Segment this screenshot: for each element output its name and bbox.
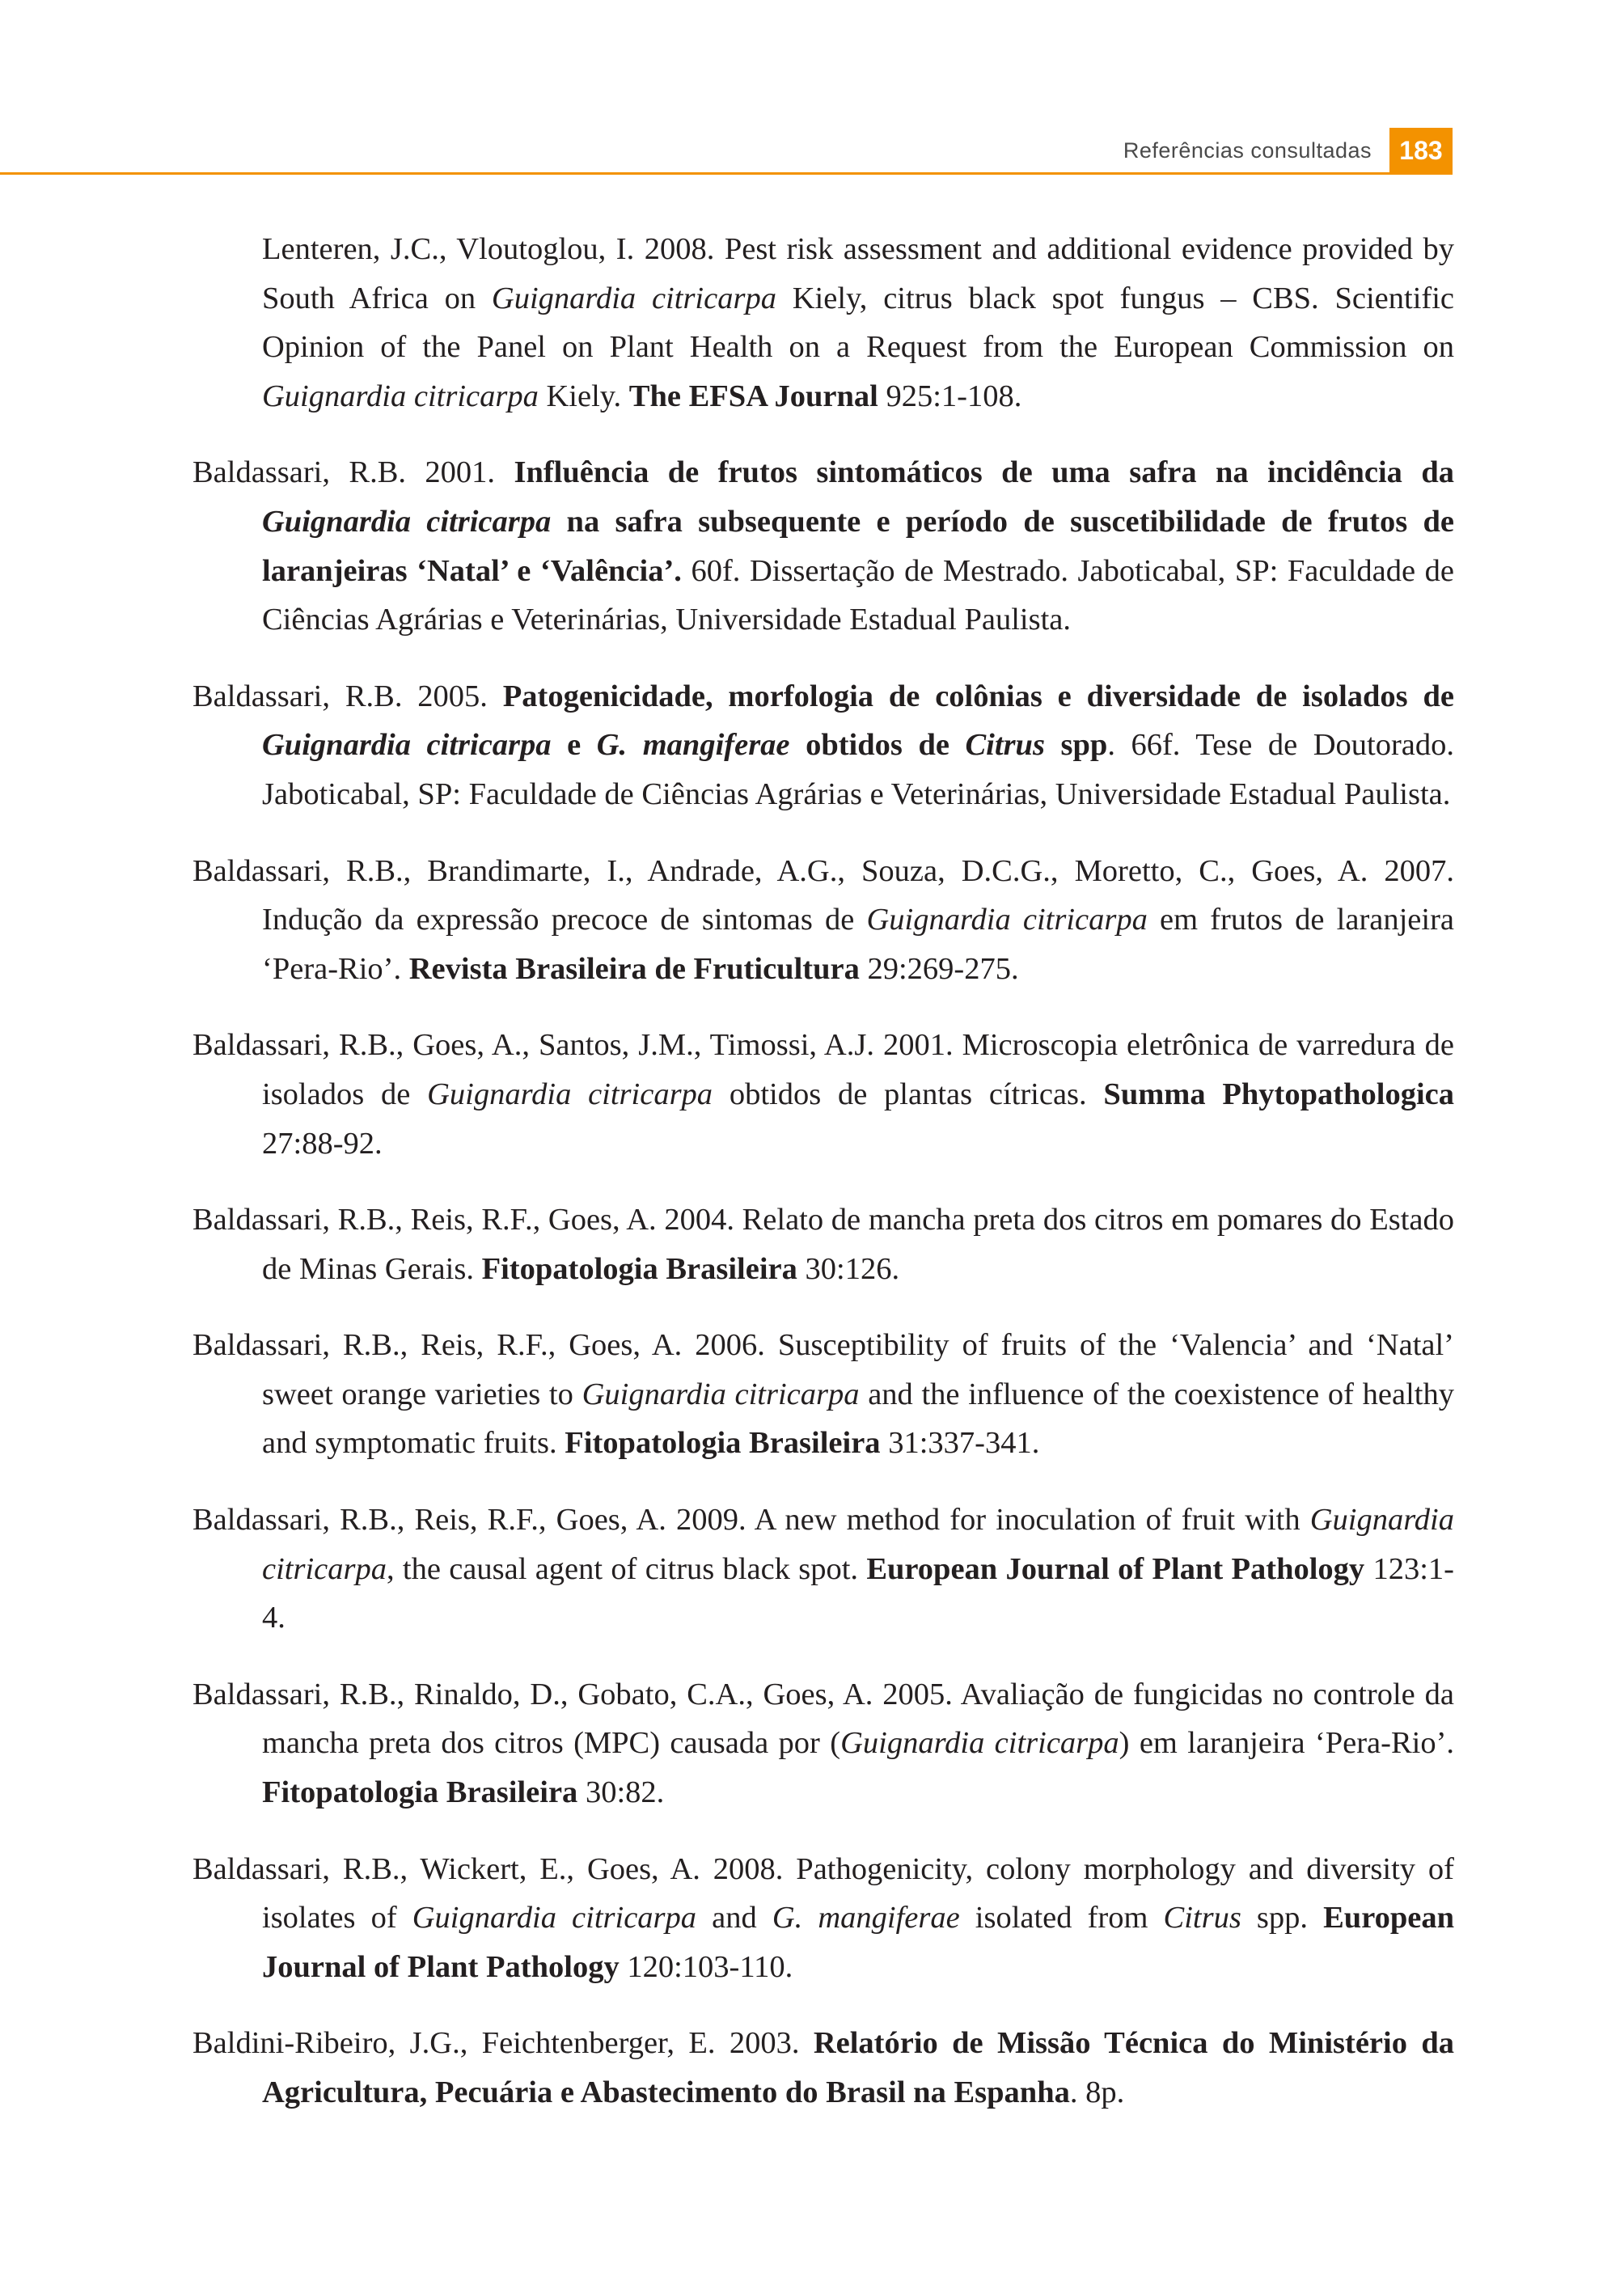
reference-text: , the causal agent of citrus black spot. [386, 1551, 867, 1586]
page-number: 183 [1389, 128, 1453, 173]
reference-text: Fitopatologia Brasileira [565, 1426, 881, 1461]
reference-text: Kiely, citrus black spot fungus – CBS. Scientific Opinion of the Panel on Plant Health on a Request from the European Commission on [262, 281, 1454, 365]
reference-text: Guignardia citricarpa [262, 504, 552, 539]
reference-text: and [696, 1901, 772, 1936]
reference-text: Summa Phytopathologica [1103, 1077, 1455, 1111]
reference-text: Baldassari, R.B., Reis, R.F., Goes, A. 2004. Relato de mancha preta dos citros em pomares do Estado de Minas Gerais. [192, 1203, 1454, 1286]
reference-text: Guignardia citricarpa [262, 379, 539, 413]
reference-text: spp. [1241, 1901, 1324, 1936]
reference-text: 925:1-108. [878, 379, 1022, 413]
reference-text: 30:82. [577, 1775, 665, 1810]
reference-emphasis [262, 505, 551, 539]
reference-text: Guignardia citricarpa [262, 1503, 1454, 1586]
reference-text: Influência de frutos sintomáticos de uma safra na incidência da [514, 455, 1455, 490]
reference-text: 31:337-341. [880, 1426, 1040, 1461]
header-rule [0, 172, 1453, 175]
reference-text: Guignardia citricarpa [491, 281, 776, 315]
reference-entry [192, 1670, 1454, 1817]
reference-emphasis [597, 728, 790, 762]
reference-text: European Journal of Plant Pathology [262, 1901, 1455, 1984]
reference-list [192, 225, 1454, 2145]
reference-text: and the influence of the coexistence of healthy and symptomatic fruits. [262, 1377, 1454, 1461]
reference-entry [192, 672, 1454, 819]
reference-text: . 8p. [1069, 2075, 1125, 2109]
reference-text: Relatório de Missão Técnica do Ministério da Agricultura, Pecuária e Abastecimento do Brasil na Espanha [262, 2026, 1454, 2109]
reference-text: G. mangiferae [772, 1901, 960, 1936]
reference-text: isolated from [959, 1901, 1164, 1936]
reference-text: Baldassari, R.B., Reis, R.F., Goes, A. 2009. A new method for inoculation of fruit with [192, 1503, 1310, 1538]
reference-text: Baldassari, R.B., Wickert, E., Goes, A. 2008. Pathogenicity, colony morphology and diversity of isolates of [192, 1851, 1454, 1936]
reference-text: Lenteren, J.C., Vloutoglou, I. 2008. Pest risk assessment and additional evidence provided by South Africa on [262, 232, 1454, 315]
reference-text: Kiely. [538, 379, 629, 413]
reference-text: Guignardia citricarpa [412, 1901, 697, 1936]
reference-text: Baldassari, R.B., Reis, R.F., Goes, A. 2006. Susceptibility of fruits of the ‘Valencia’ and ‘Natal’ sweet orange varieties to [192, 1328, 1454, 1411]
reference-text: Baldassari, R.B. 2005. [192, 679, 503, 713]
reference-text: spp [1044, 728, 1108, 763]
reference-text: Guignardia citricarpa [866, 903, 1148, 937]
reference-entry [192, 1845, 1454, 1992]
reference-entry [192, 2019, 1454, 2117]
running-header [1123, 128, 1453, 173]
reference-text: na safra subsequente e período de suscetibilidade de frutos de laranjeiras ‘Natal’ e ‘Valência’. [262, 504, 1455, 588]
reference-emphasis [262, 728, 552, 762]
reference-entry [192, 847, 1454, 994]
reference-emphasis [966, 728, 1045, 762]
reference-text: 29:269-275. [859, 951, 1019, 986]
reference-entry [192, 1321, 1454, 1468]
reference-entry [192, 448, 1454, 644]
reference-text: Guignardia citricarpa [582, 1377, 860, 1411]
reference-text: Citrus [1163, 1901, 1241, 1936]
reference-entry [192, 1021, 1454, 1168]
reference-text: obtidos de plantas cítricas. [713, 1077, 1104, 1111]
reference-text: Revista Brasileira de Fruticultura [408, 951, 860, 986]
reference-text: Fitopatologia Brasileira [262, 1775, 578, 1810]
reference-entry [192, 1195, 1454, 1293]
reference-text: Baldini-Ribeiro, J.G., Feichtenberger, E. 2003. [192, 2026, 814, 2061]
reference-text: Guignardia citricarpa [840, 1726, 1119, 1761]
reference-text: . 66f. Tese de Doutorado. Jaboticabal, SP: Faculdade de Ciências Agrárias e Veterinárias, Universidade Estadual Paulista. [262, 728, 1455, 811]
reference-text: 27:88-92. [262, 1126, 383, 1161]
reference-text: 60f. Dissertação de Mestrado. Jaboticabal, SP: Faculdade de Ciências Agrárias e Veterinárias, Universidade Estadual Paulista. [262, 553, 1454, 637]
reference-text: obtidos de [789, 728, 966, 763]
reference-entry [192, 1496, 1454, 1643]
reference-text: ) em laranjeira ‘Pera-Rio’. [1119, 1726, 1455, 1761]
reference-text: G. mangiferae [596, 728, 790, 763]
reference-text: Guignardia citricarpa [427, 1077, 713, 1111]
reference-entry [192, 225, 1454, 421]
reference-text: Baldassari, R.B., Goes, A., Santos, J.M., Timossi, A.J. 2001. Microscopia eletrônica de varredura de isolados de [192, 1028, 1454, 1111]
reference-text: 120:103-110. [619, 1949, 793, 1984]
reference-text: Citrus [965, 728, 1045, 763]
reference-text: Fitopatologia Brasileira [481, 1251, 797, 1286]
reference-text: Guignardia citricarpa [262, 728, 552, 763]
reference-text: Baldassari, R.B., Brandimarte, I., Andrade, A.G., Souza, D.C.G., Moretto, C., Goes, A. 2007. Indução da expressão precoce de sintomas de [192, 853, 1454, 937]
reference-text: European Journal of Plant Pathology [866, 1551, 1365, 1586]
reference-text: The EFSA Journal [628, 379, 878, 413]
reference-text: Patogenicidade, morfologia de colônias e diversidade de isolados de [502, 679, 1454, 713]
reference-text: Baldassari, R.B. 2001. [192, 455, 514, 490]
reference-text: e [551, 728, 597, 763]
running-title: Referências consultadas [1123, 137, 1372, 163]
reference-text: 30:126. [797, 1251, 900, 1286]
reference-text: 123:1-4. [262, 1551, 1454, 1635]
reference-text: Baldassari, R.B., Rinaldo, D., Gobato, C.A., Goes, A. 2005. Avaliação de fungicidas no controle da mancha preta dos citros (MPC) causada por ( [192, 1677, 1454, 1761]
reference-text: em frutos de laranjeira ‘Pera-Rio’. [262, 903, 1455, 986]
